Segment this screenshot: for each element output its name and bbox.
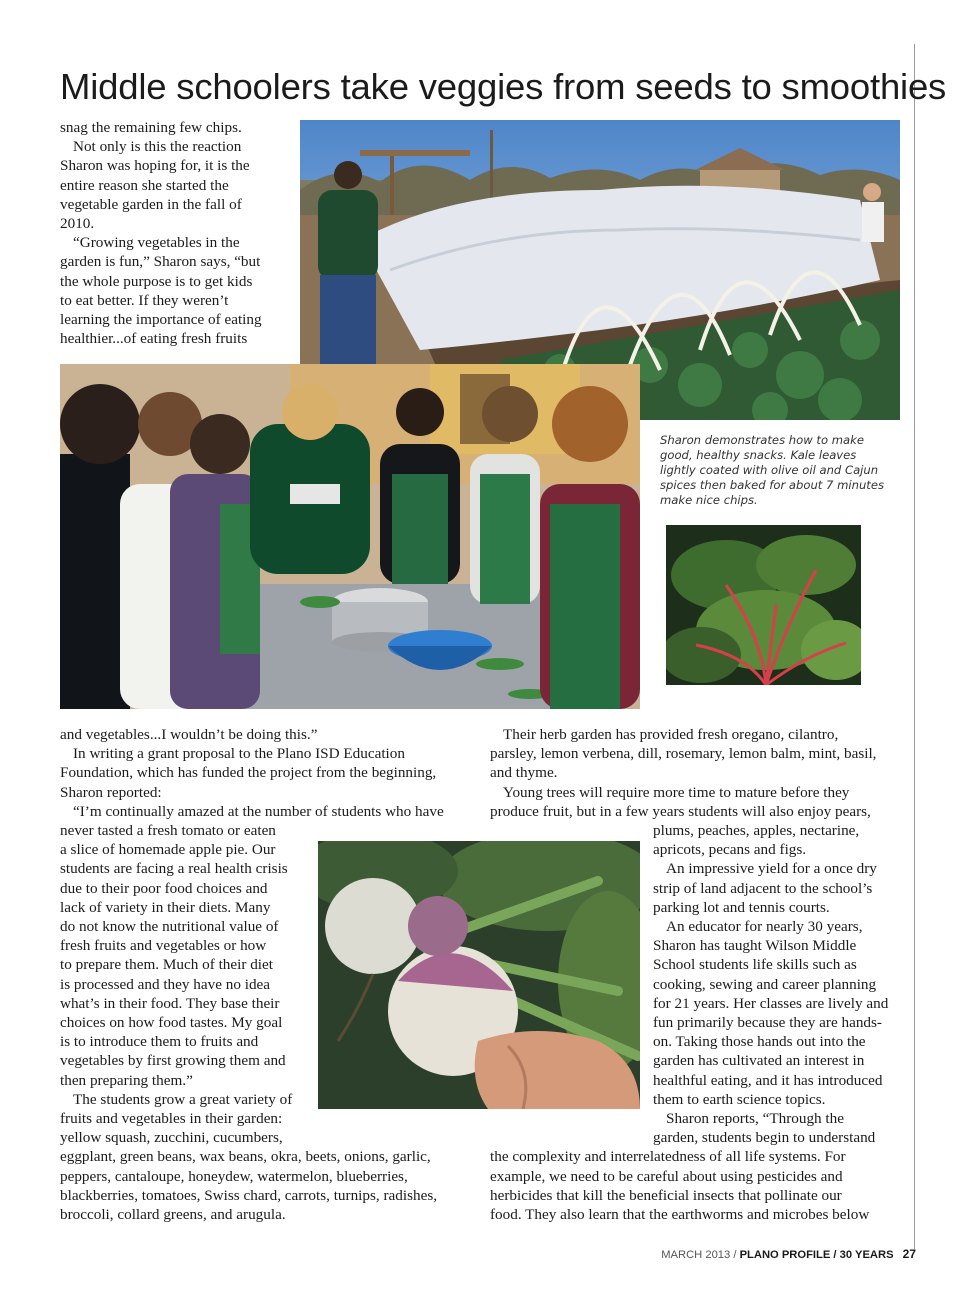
text-line: herbicides that kill the beneficial insects that pollinate our	[490, 1186, 842, 1204]
text-line: example, we need to be careful about using pesticides and	[490, 1167, 843, 1185]
text-line: An impressive yield for a once dry	[666, 860, 877, 878]
text-line: Foundation, which has funded the project from the beginning,	[60, 764, 437, 782]
right-column-text	[490, 725, 905, 1224]
text-line: and thyme.	[490, 764, 558, 782]
text-line: fun primarily because they are hands-	[653, 1014, 882, 1032]
text-line: what’s in their food. They base their	[60, 994, 280, 1012]
text-line: “Growing vegetables in the	[73, 234, 240, 252]
text-line: Sharon reported:	[60, 783, 162, 801]
text-line: the complexity and interrelatedness of all life systems. For	[490, 1148, 846, 1166]
text-line: healthier...of eating fresh fruits	[60, 330, 248, 348]
swiss-chard-photo	[666, 525, 861, 685]
text-line: food. They also learn that the earthworms and microbes below	[490, 1206, 870, 1224]
intro-text	[60, 118, 292, 348]
text-line: strip of land adjacent to the school’s	[653, 879, 873, 897]
text-line: School students life skills such as	[653, 956, 857, 974]
text-line: fresh fruits and vegetables or how	[60, 937, 267, 955]
text-line: Sharon has taught Wilson Middle	[653, 937, 857, 955]
text-line: students are facing a real health crisis	[60, 860, 288, 878]
text-line: healthful eating, and it has introduced	[653, 1071, 883, 1089]
text-line: them to earth science topics.	[653, 1090, 826, 1108]
text-line: choices on how food tastes. My goal	[60, 1014, 283, 1032]
text-line: peppers, cantaloupe, honeydew, watermelon, blueberries,	[60, 1167, 408, 1185]
text-line: garden is fun,” Sharon says, “but	[60, 253, 261, 271]
text-line: broccoli, collard greens, and arugula.	[60, 1206, 286, 1224]
text-line: apricots, pecans and figs.	[653, 841, 807, 859]
text-line: to prepare them. Much of their diet	[60, 956, 273, 974]
text-line: The students grow a great variety of	[73, 1090, 293, 1108]
text-line: Their herb garden has provided fresh oregano, cilantro,	[503, 726, 839, 743]
text-line: is processed and they have no idea	[60, 975, 271, 993]
text-line: then preparing them.”	[60, 1071, 193, 1089]
text-line: “I’m continually amazed at the number of students who have	[73, 802, 444, 820]
text-line: An educator for nearly 30 years,	[666, 918, 863, 936]
text-line: for 21 years. Her classes are lively and	[653, 994, 889, 1012]
text-line: 2010.	[60, 215, 95, 233]
text-line: entire reason she started the	[60, 176, 229, 194]
text-line: Sharon was hoping for, it is the	[60, 157, 250, 175]
text-line: Young trees will require more time to mature before they	[503, 783, 850, 801]
text-line: fruits and vegetables in their garden:	[60, 1110, 283, 1128]
text-line: the whole purpose is to get kids	[60, 272, 253, 290]
photo-caption: Sharon demonstrates how to make good, healthy snacks. Kale leaves lightly coated with olive oil and Cajun spices then baked for about 7 minutes make nice chips.	[660, 433, 885, 507]
text-line: a slice of homemade apple pie. Our	[60, 841, 276, 859]
text-line: due to their poor food choices and	[60, 879, 268, 897]
text-line: vegetables by first growing them and	[60, 1052, 286, 1070]
text-line: Sharon reports, “Through the	[666, 1110, 844, 1128]
page-number: 27	[902, 1247, 916, 1261]
text-line: on. Taking those hands out into the	[653, 1033, 866, 1051]
classroom-cooking-photo	[60, 364, 640, 709]
text-line: produce fruit, but in a few years students will also enjoy pears,	[490, 802, 871, 820]
left-column-text	[60, 725, 480, 1224]
text-line: snag the remaining few chips.	[60, 119, 242, 136]
text-line: garden has cultivated an interest in	[653, 1052, 865, 1070]
text-line: and vegetables...I wouldn’t be doing this.”	[60, 726, 318, 743]
text-line: lack of variety in their diets. Many	[60, 898, 271, 916]
text-line: cooking, sewing and career planning	[653, 975, 877, 993]
text-line: parsley, lemon verbena, dill, rosemary, lemon balm, mint, basil,	[490, 745, 877, 763]
text-line: parking lot and tennis courts.	[653, 898, 830, 916]
text-line: learning the importance of eating	[60, 311, 262, 329]
text-line: do not know the nutritional value of	[60, 918, 279, 936]
text-line: In writing a grant proposal to the Plano ISD Education	[73, 745, 405, 763]
footer-magazine: PLANO PROFILE / 30 YEARS	[739, 1249, 894, 1261]
text-line: Not only is this the reaction	[73, 138, 242, 156]
footer-date: MARCH 2013 /	[661, 1249, 737, 1261]
text-line: yellow squash, zucchini, cucumbers,	[60, 1129, 283, 1147]
text-line: blackberries, tomatoes, Swiss chard, carrots, turnips, radishes,	[60, 1186, 438, 1204]
text-line: plums, peaches, apples, nectarine,	[653, 822, 860, 840]
text-line: is to introduce them to fruits and	[60, 1033, 259, 1051]
text-line: vegetable garden in the fall of	[60, 195, 242, 213]
column-rule	[914, 44, 915, 1249]
text-line: to eat better. If they weren’t	[60, 291, 229, 309]
text-line: garden, students begin to understand	[653, 1129, 876, 1147]
page-footer	[600, 1247, 916, 1261]
headline: Middle schoolers take veggies from seeds to smoothies	[60, 66, 947, 107]
text-line: eggplant, green beans, wax beans, okra, beets, onions, garlic,	[60, 1148, 431, 1166]
text-line: never tasted a fresh tomato or eaten	[60, 822, 276, 840]
